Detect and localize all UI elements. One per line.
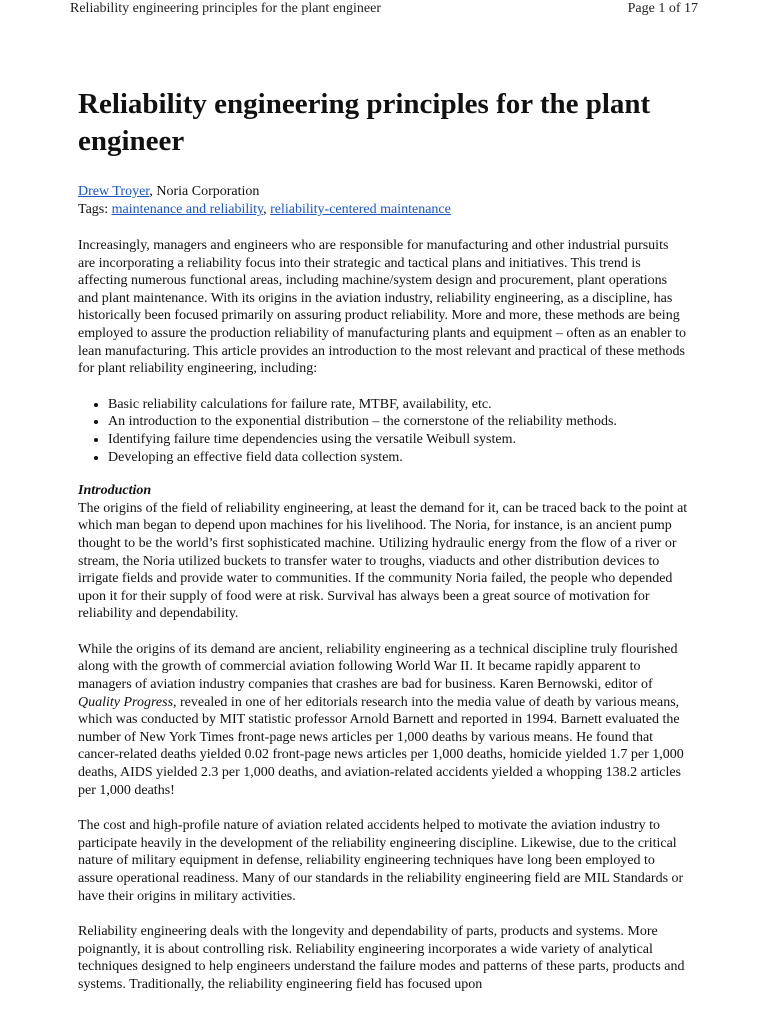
running-header bbox=[0, 0, 768, 22]
author-organization: , Noria Corporation bbox=[149, 184, 260, 199]
methods-list bbox=[78, 396, 688, 466]
body-paragraph-origins: The origins of the field of reliability engineering, at least the demand for it, can be traced back to the point at which man began to depend upon machines for his livelihood. The Noria, for instance, is an ancient pump thought to be the world’s first sophisticated machine. Utilizing hydraulic energy from the flow of a river or stream, the Noria utilized buckets to transfer water to troughs, viaducts and other distribution devices to irrigate fields and provide water to communities. If the community Noria failed, the people who depended upon it for their supply of food were at risk. Survival has always been a great source of motivation for reliability and dependability. bbox=[78, 500, 688, 622]
article-title: Reliability engineering principles for the plant engineer bbox=[78, 88, 651, 157]
list-item: • Developing an effective field data collection system. bbox=[108, 449, 688, 467]
page-number: Page 1 of 17 bbox=[627, 1, 698, 16]
article-body bbox=[78, 86, 688, 994]
paragraph-text: , revealed in one of her editorials research into the media value of death by various means, which was conducted by MIT statistic professor Arnold Barnett and reported in 1994. Barnett evaluated the number of New York Times front-page news articles per 1,000 deaths by various means. He found that cancer-related deaths yielded 0.02 front-page news articles per 1,000 deaths, homicide yielded 1.7 per 1,000 deaths, AIDS yielded 2.3 per 1,000 deaths, and aviation-related accidents yielded a whopping 138.2 articles per 1,000 deaths! bbox=[78, 694, 684, 798]
tag-separator: , bbox=[263, 202, 271, 217]
running-header-title: Reliability engineering principles for the plant engineer bbox=[70, 1, 382, 16]
tags-line bbox=[78, 201, 688, 219]
paragraph-text: While the origins of its demand are ancient, reliability engineering as a technical discipline truly flourished along with the growth of commercial aviation following World War II. It became rapidly apparent to managers of aviation industry companies that crashes are bad for business. Karen Bernowski, editor of bbox=[78, 641, 678, 693]
tag-link-maintenance-reliability[interactable]: maintenance and reliability bbox=[111, 202, 264, 217]
intro-paragraph: Increasingly, managers and engineers who are responsible for manufacturing and other industrial pursuits are incorporating a reliability focus into their strategic and tactical plans and initiatives. This trend is affecting numerous functional areas, including machine/system design and procurement, plant operations and plant maintenance. With its origins in the aviation industry, reliability engineering, as a discipline, has historically been focused primarily on assuring product reliability. More and more, these methods are being employed to assure the production reliability of manufacturing plants and equipment – often as an enabler to lean manufacturing. This article provides an introduction to the most relevant and practical of these methods for plant reliability engineering, including: bbox=[78, 238, 687, 377]
publication-title: Quality Progress bbox=[78, 694, 174, 710]
section-heading-introduction: Introduction bbox=[78, 483, 152, 499]
list-item: • An introduction to the exponential distribution – the cornerstone of the reliability methods. bbox=[108, 413, 688, 431]
author-link[interactable]: Drew Troyer bbox=[78, 184, 150, 199]
body-paragraph-military: The cost and high-profile nature of aviation related accidents helped to motivate the aviation industry to participate heavily in the development of the reliability engineering discipline. Likewise, due to the critical nature of military equipment in defense, reliability engineering techniques have long been employed to assure operational readiness. Many of our standards in the reliability engineering field are MIL Standards or have their origins in military activities. bbox=[78, 818, 684, 904]
body-paragraph-risk: Reliability engineering deals with the longevity and dependability of parts, products and systems. More poignantly, it is about controlling risk. Reliability engineering incorporates a wide variety of analytical techniques designed to help engineers understand the failure modes and patterns of these parts, products and systems. Traditionally, the reliability engineering field has focused upon bbox=[78, 924, 685, 992]
list-item: • Identifying failure time dependencies using the versatile Weibull system. bbox=[108, 431, 688, 449]
tags-label: Tags: bbox=[78, 202, 112, 217]
list-item: • Basic reliability calculations for failure rate, MTBF, availability, etc. bbox=[108, 396, 688, 414]
byline bbox=[78, 183, 688, 201]
tag-link-rcm[interactable]: reliability-centered maintenance bbox=[270, 202, 451, 217]
body-paragraph-aviation bbox=[78, 641, 688, 799]
